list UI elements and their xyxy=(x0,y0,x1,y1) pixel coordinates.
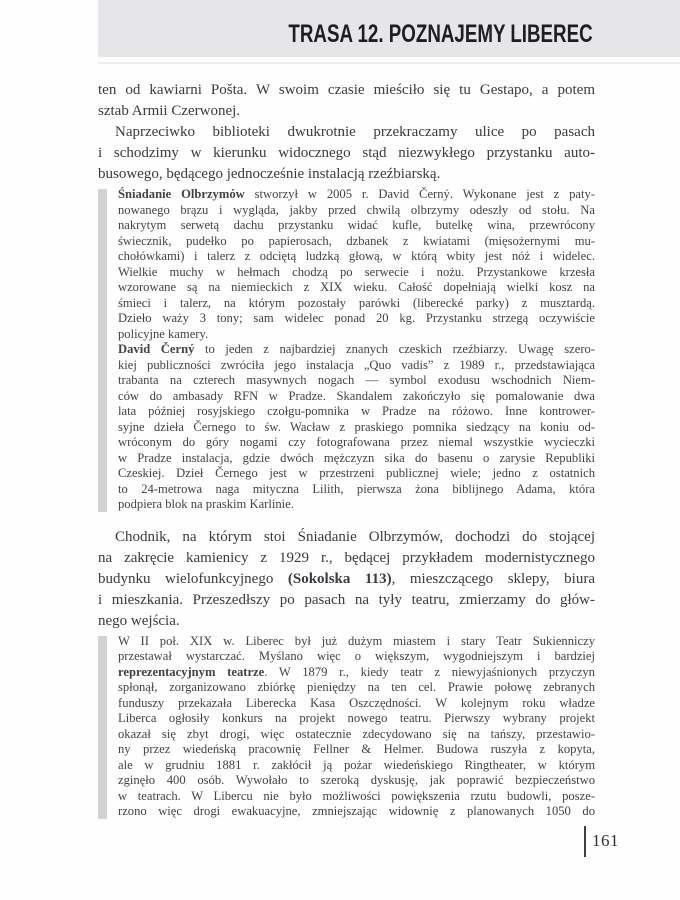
header-band xyxy=(98,0,680,57)
quote-bar xyxy=(98,636,107,819)
text-line: policyjne kamery. xyxy=(118,326,209,341)
text-line: ny przez wiedeńską pracownię Fellner & Helmer. Budowa ruszyła z kopyta, xyxy=(118,742,595,756)
text-column xyxy=(98,80,595,820)
text-line: zginęło 400 osób. Wywołało to szeroką dyskusję, jak poprawić bezpieczeństwo xyxy=(118,773,595,787)
text-line: W II poł. XIX w. Liberec był już dużym miastem i stary Teatr Sukienniczy xyxy=(118,633,595,648)
text-line: Dzieło waży 3 tony; sam widelec ponad 20 kg. Przystanku strzegą oczywiście xyxy=(118,311,595,325)
text-line: reprezentacyjnym teatrze. W 1879 r., kiedy teatr z niewyjaśnionych przyczyn xyxy=(118,664,595,679)
quote-block xyxy=(98,634,595,820)
text-line: syjne dzieła Černego to św. Wacław z praskiego pomnika siedzący na koniu od- xyxy=(118,419,595,434)
quote-block xyxy=(98,187,595,513)
text-line: okazał się zbyt drogi, więc ostatecznie zdecydowano się na tańszy, przestawio- xyxy=(118,726,595,741)
paragraph xyxy=(98,122,595,185)
text-line: nowanego brązu i wygląda, jakby przed chwilą olbrzymy odeszły od stołu. Na xyxy=(118,202,595,217)
text-line: budynku wielofunkcyjnego (Sokolska 113), mieszczącego sklepy, biura xyxy=(98,570,595,587)
text-line: Naprzeciwko biblioteki dwukrotnie przekraczamy ulice po pasach xyxy=(115,124,595,140)
text-line: śmieci i talerz, na którym pozostały parówki (liberecké parky) z musztardą. xyxy=(118,295,595,310)
text-line: w teatrach. W Libercu nie było możliwości powiększenia rzutu budowli, posze- xyxy=(118,788,595,803)
quote-bar xyxy=(98,189,107,512)
text-line: lata później rosyjskiego czołgu-pomnika w Pradze na różowo. Inne kontrower- xyxy=(118,404,595,418)
text-line: i mieszkania. Przeszedłszy po pasach na tyły teatru, zmierzamy do głów- xyxy=(98,591,595,608)
text-line: Czeskiej. Dzieł Černego jest w przestrzeni publicznej wiele; jedno z ostatnich xyxy=(118,466,595,480)
quote-text xyxy=(118,634,595,820)
text-line: spłonął, zorganizowano zbiórkę pieniędzy na ten cel. Prawie połowę zebranych xyxy=(118,680,595,694)
text-line: Chodnik, na którym stoi Śniadanie Olbrzymów, dochodzi do stojącej xyxy=(115,528,595,545)
text-line: Liberca ogłosiły konkurs na projekt nowego teatru. Pierwszy wybrany projekt xyxy=(118,711,595,725)
text-line: sztab Armii Czerwonej. xyxy=(98,103,241,119)
text-line: świecznik, pudełko po papierosach, dzbanek z kwiatami (mięsożernymi mu- xyxy=(118,233,595,248)
text-line: to 24-metrowa naga mityczna Lilith, pierwsza żona biblijnego Adama, która xyxy=(118,481,595,496)
page-number: 161 xyxy=(592,831,619,850)
text-line: chołówkami) i talerz z odciętą ludzką głową, w którą wbity jest nóż i widelec. xyxy=(118,249,595,263)
text-line: kiej publiczności zwróciła jego instalacja „Quo vadis” z 1989 r., przedstawiająca xyxy=(118,357,595,372)
text-line: David Černý to jeden z najbardziej znanych czeskich rzeźbiarzy. Uwagę szero- xyxy=(118,342,595,356)
quote-text xyxy=(118,187,595,513)
text-line: nego wejścia. xyxy=(98,612,180,629)
text-line: ten od kawiarni Pošta. W swoim czasie mieściło się tu Gestapo, a potem xyxy=(98,82,595,98)
paragraph xyxy=(98,80,595,122)
text-line: w Pradze instalacja, gdzie dwóch mężczyzn sika do basenu o zarysie Republiki xyxy=(118,450,595,465)
text-line: nakrytym serwetą dachu przystanku widać kufle, butelkę wina, przewrócony xyxy=(118,218,595,232)
page-title: TRASA 12. POZNAJEMY LIBEREC xyxy=(288,20,593,48)
text-line: i schodzimy w kierunku widocznego stąd niezwykłego przystanku auto- xyxy=(98,145,595,161)
text-line: Wielkie muchy w hełmach chodzą po serwecie i nożu. Przystankowe krzesła xyxy=(118,264,595,279)
text-line: Śniadanie Olbrzymów stworzył w 2005 r. David Černý. Wykonane jest z paty- xyxy=(118,187,595,201)
text-line: na zakręcie kamienicy z 1929 r., będącej przykładem modernistycznego xyxy=(98,549,595,566)
page-number-block xyxy=(584,826,619,857)
text-line: funduszy przekazała Liberecka Kasa Oszczędności. W kolejnym roku władze xyxy=(118,695,595,710)
text-line: busowego, będącego jednocześnie instalacją rzeźbiarską. xyxy=(98,166,441,182)
text-line: rzono więc drogi ewakuacyjne, zmniejszając widownię z planowanych 1050 do xyxy=(118,804,595,818)
text-line: ale w grudniu 1881 r. zakłócił ją pożar wiedeńskiego Ringtheater, w którym xyxy=(118,757,595,772)
text-line: wróconym do góry nogami czy fotografowana przez niemal wszystkie wycieczki xyxy=(118,435,595,449)
text-line: podpiera blok na praskim Karlinie. xyxy=(118,497,294,511)
text-line: przestawał wystarczać. Myślano więc o większym, wygodniejszym i bardziej xyxy=(118,649,595,663)
text-line: trabanta na czterech masywnych nogach — symbol exodusu wschodnich Niem- xyxy=(118,373,595,387)
paragraph xyxy=(98,527,595,632)
text-line: wzorowane są na niemieckich z XIX wieku. Całość dopełniają wielki kosz na xyxy=(118,280,595,294)
text-line: ców do ambasady RFN w Pradze. Skandalem zakończyło się pomalowanie dwa xyxy=(118,388,595,403)
header-rule xyxy=(98,62,680,64)
